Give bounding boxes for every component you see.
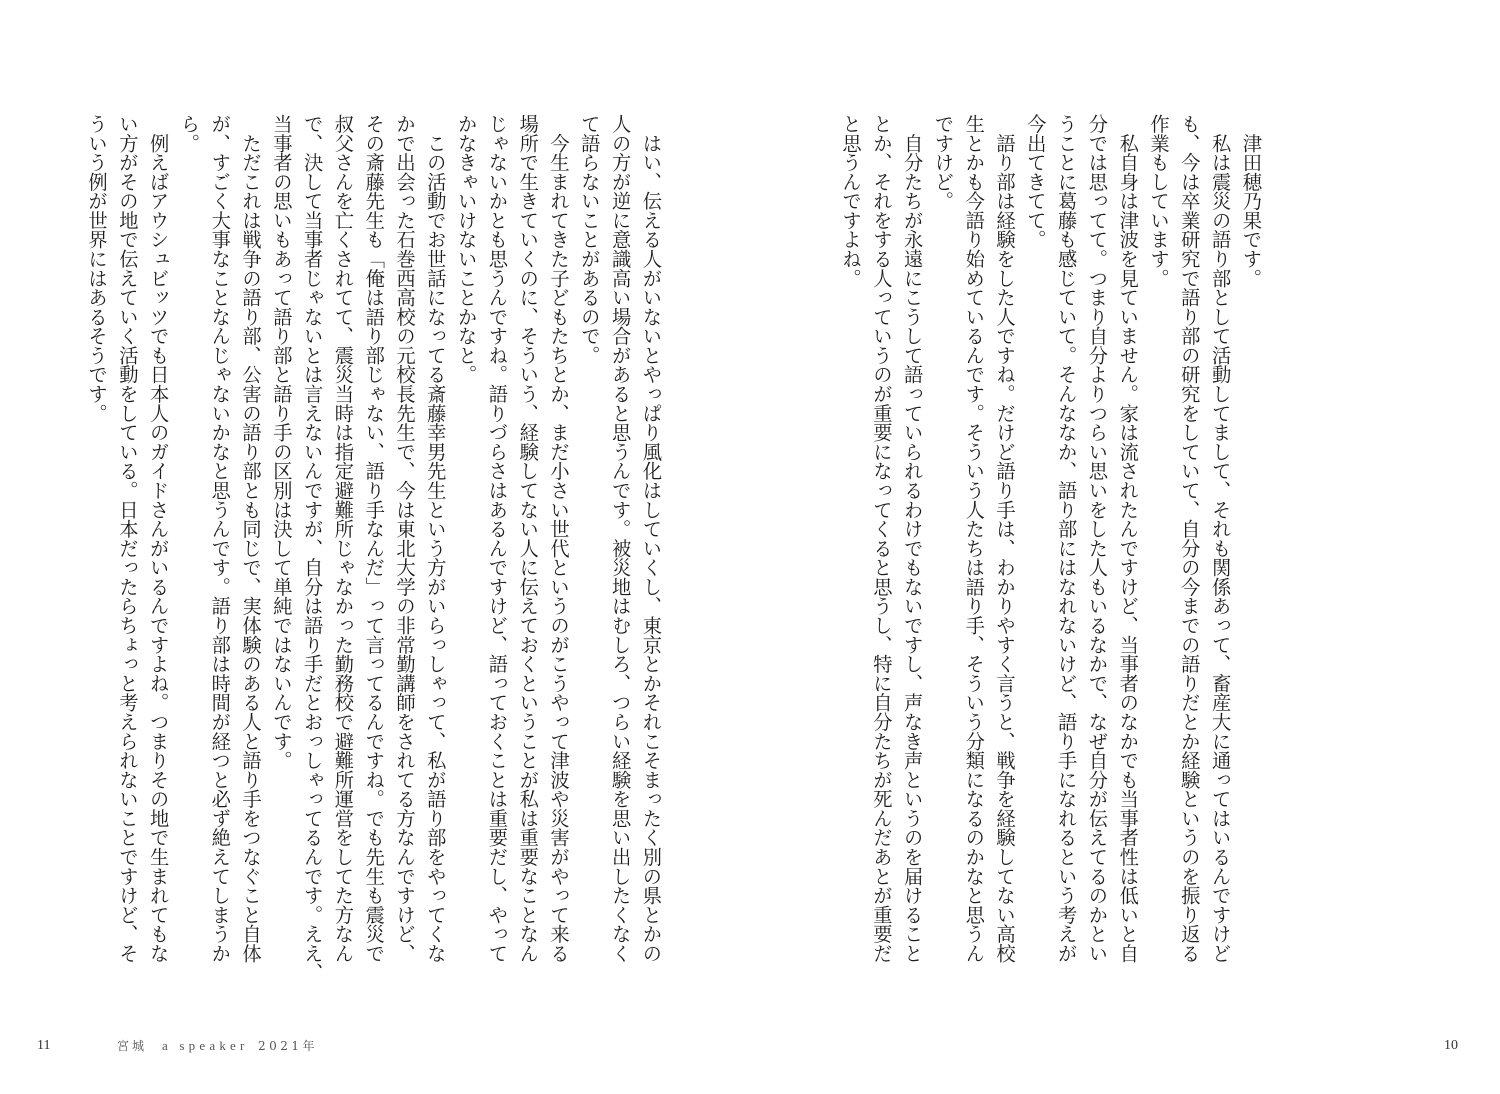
text-column: ういう例が世界にはあるそうです。 bbox=[85, 114, 109, 423]
text-column: うことに葛藤も感じていて。そんななか、語り部にはなれないけど、語り手になれるという考えが bbox=[1054, 114, 1078, 963]
text-column: 分では思ってて。つまり自分よりつらい思いをした人もいるなかで、なぜ自分が伝えてるのかとい bbox=[1085, 114, 1109, 963]
left-page-body-text bbox=[80, 114, 665, 1014]
text-column: て語らないことがあるので。 bbox=[577, 114, 601, 365]
text-column: 私自身は津波を見ていません。家は流されたんですけど、当事者のなかでも当事者性は低いと自 bbox=[1116, 114, 1140, 963]
running-footer-year: 2021年 bbox=[258, 1039, 319, 1053]
text-column: い方がその地で伝えていく活動をしている。日本だったらちょっと考えられないことですけど、そ bbox=[115, 114, 139, 963]
text-column: 語り部は経験をした人ですね。だけど語り手は、わかりやすく言うと、戦争を経験してない高校 bbox=[993, 114, 1017, 963]
text-column: じゃないかとも思うんですね。語りづらさはあるんですけど、語っておくことは重要だし、やって bbox=[485, 114, 509, 963]
text-column: 例えばアウシュビッツでも日本人のガイドさんがいるんですよね。つまりその地で生まれてもな bbox=[146, 114, 170, 963]
page-number-right: 10 bbox=[1444, 1038, 1458, 1053]
text-column: 作業もしています。 bbox=[1147, 114, 1171, 288]
text-column: が、すごく大事なことなんじゃないかなと思うんです。語り部は時間が経つと必ず絶えてしまうか bbox=[208, 114, 232, 963]
text-column: 当事者の思いもあって語り部と語り手の区別は決して単純ではないんです。 bbox=[269, 114, 293, 770]
speaker-intro-column: 津田穂乃果です。 bbox=[1239, 114, 1263, 288]
text-column: で、決して当事者じゃないとは言えないんですが、自分は語り手だとおっしゃってるんです。ええ、 bbox=[300, 114, 324, 983]
right-page-body-text bbox=[834, 114, 1265, 1014]
text-column: 今生まれてきた子どもたちとか、まだ小さい世代というのがこうやって津波や災害がやって来る bbox=[547, 114, 571, 963]
text-column: ただこれは戦争の語り部、公害の語り部とも同じで、実体験のある人と語り手をつなぐこと自体 bbox=[239, 114, 263, 963]
text-column: この活動でお世話になってる斎藤幸男先生という方がいらっしゃって、私が語り部をやってくな bbox=[423, 114, 447, 963]
text-column: 私は震災の語り部として活動してまして、それも関係あって、畜産大に通ってはいるんですけど bbox=[1208, 114, 1232, 963]
text-column: ですけど。 bbox=[931, 114, 955, 211]
text-column: はい、伝える人がいないとやっぱり風化はしていくし、東京とかそれこそまったく別の県とかの bbox=[639, 114, 663, 963]
text-column: 人の方が逆に意識高い場合があると思うんです。被災地はむしろ、つらい経験を思い出したくなく bbox=[608, 114, 632, 963]
page-number-left: 11 bbox=[37, 1038, 51, 1053]
text-column: ら。 bbox=[177, 114, 201, 153]
running-footer-title: a speaker bbox=[162, 1038, 249, 1053]
text-column: 叔父さんを亡くされてて、震災当時は指定避難所じゃなかった勤務校で避難所運営をしてた方なん bbox=[331, 114, 355, 963]
text-column: かで出会った石巻西高校の元校長先生で、今は東北大学の非常勤講師をされてる方なんですけど、 bbox=[393, 114, 417, 963]
text-column: とか、それをする人っていうのが重要になってくると思うし、特に自分たちが死んだあとが重要だ bbox=[869, 114, 893, 963]
text-column: 場所で生きていくのに、そういう、経験してない人に伝えておくということが私は重要なことなん bbox=[516, 114, 540, 963]
text-column: 自分たちが永遠にこうして語っていられるわけでもないですし、声なき声というのを届けること bbox=[900, 114, 924, 963]
text-column: かなきゃいけないことかなと。 bbox=[454, 114, 478, 385]
text-column: 生とかも今語り始めているんです。そういう人たちは語り手、そういう分類になるのかなと思うん bbox=[962, 114, 986, 963]
running-footer-location: 宮城 bbox=[117, 1039, 148, 1053]
text-column: その斎藤先生も「俺は語り部じゃない、語り手なんだ」って言ってるんですね。でも先生も震災で bbox=[362, 114, 386, 963]
text-column: と思うんですよね。 bbox=[839, 114, 863, 288]
text-column: 今出てきてて。 bbox=[1023, 114, 1047, 250]
text-column: も、今は卒業研究で語り部の研究をしていて、自分の今までの語りだとか経験というのを振り返る bbox=[1177, 114, 1201, 963]
